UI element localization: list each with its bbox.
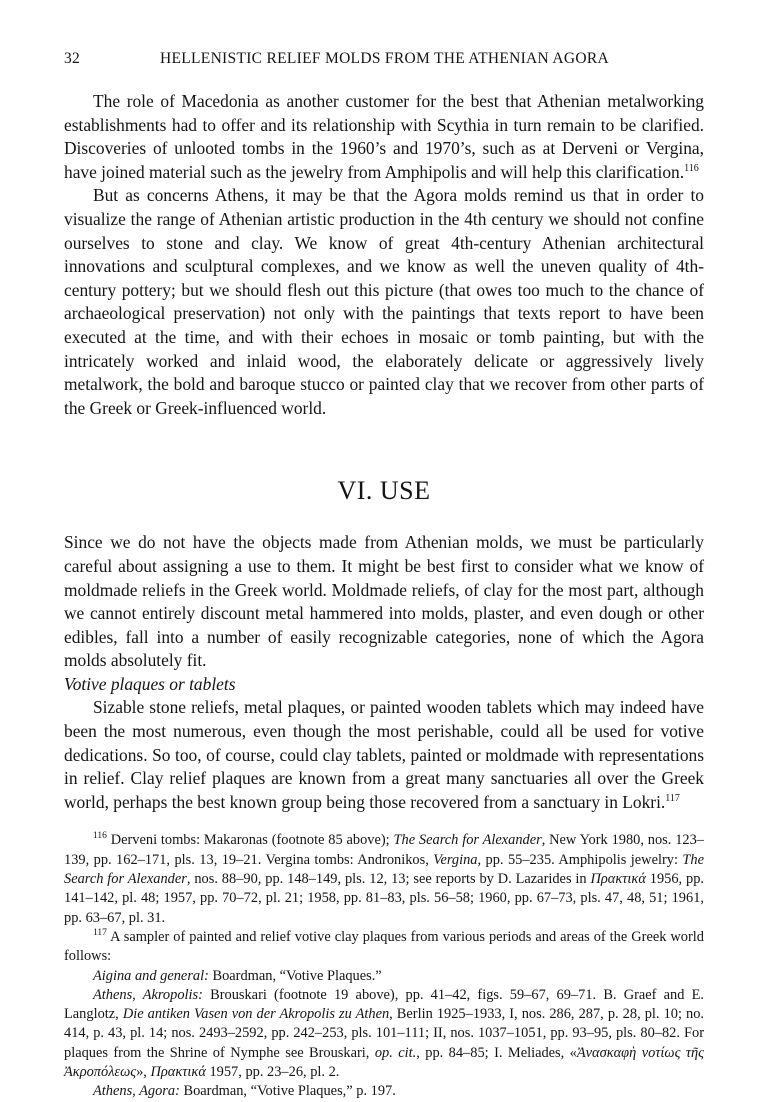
footnote-117-agora: Athens, Agora: Boardman, “Votive Plaques,” p. 197. — [93, 1083, 396, 1100]
paragraph-votive: Sizable stone reliefs, metal plaques, or painted wooden tablets which may indeed have been the most numerous, even though the most perishable, could all be used for votive dedications. So too, of course, could clay tablets, painted or moldmade with representations in relief. Clay relief plaques are known from a great many sanctuaries all over the Greek world, perhaps the best known group being those recovered from a sanctuary in Lokri.$^{117}$ — [64, 697, 704, 812]
paragraph-athens: But as concerns Athens, it may be that the Agora molds remind us that in order to visualize the range of Athenian artistic production in the 4th century we should not confine ourselves to stone and clay. We know of great 4th-century Athenian architectural innovations and sculptural complexes, and we know as well the uneven quality of 4th-century pottery; but we should flesh out this picture (that owes too much to the chance of archaeological preservation) not only with the paintings that texts report to have been executed at the time, and with their echoes in mosaic or tomb painting, but with the intricately worked and inlaid wood, the elaborately delicate or aggressively lively metalwork, the bold and baroque stucco or painted clay that we recover from other parts of the Greek or Greek-influenced world. — [64, 185, 704, 418]
running-header — [64, 50, 704, 72]
page-number: 32 — [64, 50, 81, 67]
footnote-ref-116[interactable]: 116 — [684, 162, 699, 174]
body-text — [64, 90, 704, 814]
subheading-votive: Votive plaques or tablets — [64, 673, 236, 694]
footnotes — [64, 831, 704, 1101]
paragraph-macedonia: The role of Macedonia as another customer for the best that Athenian metalworking establishments had to offer and its relationship with Scythia in turn remain to be clarified. Discoveries of unlooted tombs in the 1960’s and 1970’s, such as at Derveni or Vergina, have joined material such as the jewelry from Amphipolis and will help this clarification.$^{116}$ — [64, 91, 704, 182]
footnote-117: $^{117}$ A sampler of painted and relief votive clay plaques from various periods and areas of the Greek world follows: — [64, 927, 704, 965]
section-title: VI. USE — [337, 476, 431, 506]
page — [64, 50, 704, 1102]
footnote-116: $^{116}$ Derveni tombs: Makaronas (footnote 85 above); The Search for Alexander, New York 1980, nos. 123–139, pp. 162–171, pls. 13, 19–21. Vergina tombs: Andronikos, Vergina, pp. 55–235. Amphipolis jewelry: The Search for Alexander, nos. 88–90, pp. 148–149, pls. 12, 13; see reports by D. Lazarides in Πρακτικά 1956, pp. 141–142, pl. 48; 1957, pp. 70–72, pl. 21; 1958, pp. 81–83, pls. 56–58; 1960, pp. 67–73, pls. 47, 48, 51; 1961, pp. 63–67, pl. 31. — [64, 831, 705, 926]
footnote-ref-117[interactable]: 117 — [665, 792, 680, 804]
running-head-title: HELLENISTIC RELIEF MOLDS FROM THE ATHENIAN AGORA — [160, 50, 609, 67]
footnote-117-aigina: Aigina and general: Boardman, “Votive Plaques.” — [93, 967, 382, 984]
footnote-117-akropolis: Athens, Akropolis: Brouskari (footnote 19 above), pp. 41–42, figs. 59–67, 69–71. B. Graef and E. Langlotz, Die antiken Vasen von der Akropolis zu Athen, Berlin 1925–1933, I, nos. 286, 287, p. 28, pl. 10; no. 414, p. 43, pl. 14; nos. 2493–2592, pp. 242–253, pls. 101–111; II, nos. 1037–1051, pp. 93–95, pls. 80–82. For plaques from the Shrine of Nymphe see Brouskari, op. cit., pp. 84–85; I. Meliades, «Ἀνασκαφὴ νοτίως τῆς Ἀκροπόλεως», Πρακτικά 1957, pp. 23–26, pl. 2. — [64, 986, 705, 1080]
paragraph-use-intro: Since we do not have the objects made from Athenian molds, we must be particularly careful about assigning a use to them. It might be best first to consider what we know of moldmade reliefs in the Greek world. Moldmade reliefs, of clay for the most part, although we cannot entirely discount metal hammered into molds, plaster, and even dough or other edibles, fall into a number of easily recognizable categories, none of which the Agora molds absolutely fit. — [64, 532, 704, 671]
